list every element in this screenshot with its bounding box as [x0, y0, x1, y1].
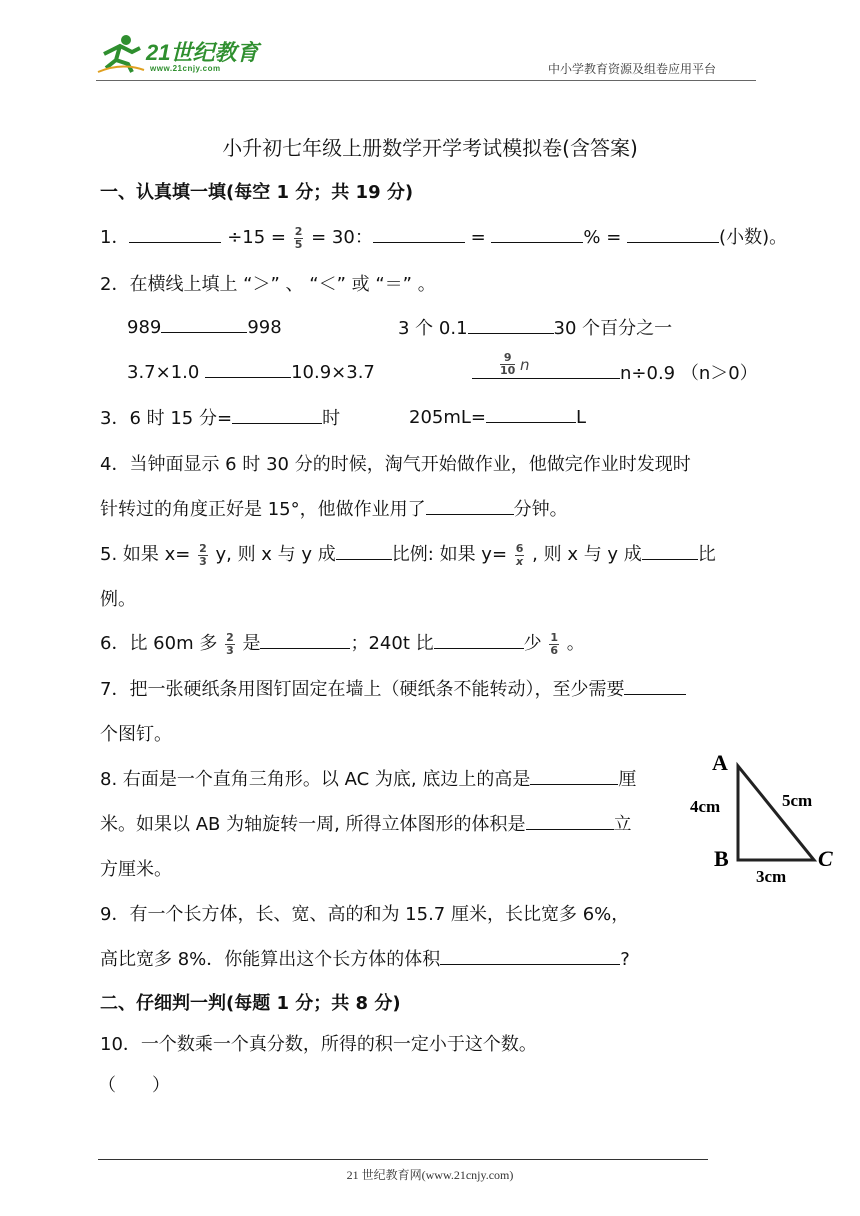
q2-d-right: n÷0.9 （n＞0）: [620, 363, 758, 384]
q1-blank-3[interactable]: [491, 224, 583, 243]
right-triangle-figure: [686, 748, 846, 888]
q6-text-4: 少: [523, 633, 542, 654]
logo-url: www.21cnjy.com: [150, 64, 221, 73]
q2-a-left: 989: [127, 317, 162, 338]
side-bc-label: 3cm: [756, 867, 787, 886]
footer-text: 21 世纪教育网(www.21cnjy.com): [346, 1168, 514, 1182]
vertex-a-label: A: [712, 750, 728, 775]
q2-blank-b[interactable]: [468, 315, 554, 334]
q5-text-1: 5. 如果 x=: [100, 544, 191, 565]
header-divider: [96, 80, 756, 81]
q7-text-1: 7．把一张硬纸条用图钉固定在墙上（硬纸条不能转动），至少需要: [100, 679, 625, 700]
question-9-line1: 9．有一个长方体，长、宽、高的和为 15.7 厘米，长比宽多 6%，: [100, 904, 630, 925]
q1-text-4: % =: [583, 227, 622, 248]
q1-text-2: = 30：: [311, 227, 373, 248]
q2-c-right: 10.9×3.7: [291, 362, 375, 383]
vertex-c-label: C: [818, 846, 833, 871]
q2-row-b: [398, 314, 672, 340]
q8-blank-2[interactable]: [526, 811, 614, 830]
q3-blank-2[interactable]: [486, 404, 576, 423]
q2-a-right: 998: [247, 317, 282, 338]
q4-blank[interactable]: [426, 496, 514, 515]
q2-d-var: n: [520, 356, 530, 374]
question-4-line1: 4．当钟面显示 6 时 30 分的时候，淘气开始做作业，他做完作业时发现时: [100, 454, 691, 475]
q8-text-4: 立: [613, 814, 632, 835]
section-heading-1: 一、认真填一填(每空 1 分；共 19 分): [100, 182, 414, 203]
question-4-line2: [100, 495, 568, 521]
q1-blank-2[interactable]: [373, 224, 465, 243]
logo-text: 21世纪教育: [146, 40, 259, 65]
question-3: [100, 404, 340, 430]
q1-text-3: =: [470, 227, 486, 248]
q3-blank-1[interactable]: [232, 405, 322, 424]
q1-text-1: ÷15 =: [227, 227, 286, 248]
q5-text-3: 比例: 如果 y=: [391, 544, 508, 565]
q6-text-1: 6．比 60m 多: [100, 633, 218, 654]
q2-blank-d[interactable]: [472, 352, 620, 379]
q3-text-1: 3．6 时 15 分=: [100, 408, 233, 429]
triangle-shape: [738, 766, 814, 860]
q10-answer-paren[interactable]: （ ）: [98, 1075, 170, 1096]
q5-text-5: 比: [697, 544, 716, 565]
q2-blank-a[interactable]: [161, 314, 247, 333]
q4-text-1: 针转过的角度正好是 15°，他做作业用了: [100, 499, 426, 520]
q8-blank-1[interactable]: [530, 766, 618, 785]
q1-blank-1[interactable]: [129, 224, 221, 243]
q2-blank-c[interactable]: [205, 359, 291, 378]
question-10: 10．一个数乘一个真分数，所得的积一定小于这个数。: [100, 1034, 537, 1055]
q6-blank-1[interactable]: [260, 630, 350, 649]
question-7-line1: [100, 675, 686, 701]
question-5-line1: [100, 540, 716, 568]
q3-text-4: L: [576, 407, 587, 428]
q8-text-3: 米。如果以 AB 为轴旋转一周, 所得立体图形的体积是: [100, 814, 526, 835]
site-slogan: 中小学教育资源及组卷应用平台: [548, 62, 717, 76]
q2-row-a: [127, 314, 282, 338]
section-heading-2: 二、仔细判一判(每题 1 分；共 8 分): [100, 993, 401, 1014]
q8-text-1: 8. 右面是一个直角三角形。以 AC 为底, 底边上的高是: [100, 769, 531, 790]
vertex-b-label: B: [714, 846, 729, 871]
question-1: [100, 223, 787, 251]
q2-c-left: 3.7×1.0: [127, 362, 200, 383]
q3-text-3: 205mL=: [409, 407, 487, 428]
side-ab-label: 4cm: [690, 797, 721, 816]
q3-text-2: 时: [322, 408, 341, 429]
question-2: 2．在横线上填上 “＞” 、 “＜” 或 “＝” 。: [100, 274, 436, 295]
q1-number: 1．: [100, 227, 130, 248]
q2-d-fraction: $\frac{9}{10}$: [500, 351, 516, 377]
question-6: [100, 629, 585, 657]
q9-text-1: 高比宽多 8%．你能算出这个长方体的体积: [100, 949, 441, 970]
footer-divider: [98, 1159, 708, 1160]
q6-text-5: 。: [566, 633, 585, 654]
question-8-line2: [100, 810, 632, 836]
q6-fraction-2: $\frac{1}{6}$: [550, 630, 558, 657]
q5-text-2: y, 则 x 与 y 成: [215, 544, 336, 565]
q5-fraction-2: $\frac{6}{x}$: [515, 541, 524, 568]
q9-text-2: ?: [620, 949, 630, 970]
question-3b: [409, 404, 586, 428]
side-ac-label: 5cm: [782, 791, 813, 810]
q2-b-left: 3 个 0.1: [398, 318, 468, 339]
q5-blank-2[interactable]: [642, 541, 698, 560]
q5-fraction-1: $\frac{2}{3}$: [199, 541, 207, 568]
q2-b-right: 30 个百分之一: [553, 318, 673, 339]
question-9-line2: [100, 945, 630, 971]
q9-blank[interactable]: [440, 946, 620, 965]
q6-text-2: 是: [242, 633, 261, 654]
q7-blank[interactable]: [624, 676, 686, 695]
q2-row-d: [472, 352, 758, 385]
question-5-line2: 例。: [100, 589, 136, 610]
question-8-line1: [100, 765, 636, 791]
page-title: 小升初七年级上册数学开学考试模拟卷(含答案): [222, 136, 638, 160]
q5-text-4: , 则 x 与 y 成: [532, 544, 642, 565]
q8-text-2: 厘: [618, 769, 637, 790]
q6-fraction-1: $\frac{2}{3}$: [226, 630, 234, 657]
runner-logo-icon: [96, 32, 146, 74]
question-8-line3: 方厘米。: [100, 859, 172, 880]
q6-text-3: ；240t 比: [350, 633, 434, 654]
question-7-line2: 个图钉。: [100, 724, 172, 745]
q1-blank-4[interactable]: [627, 224, 719, 243]
q1-fraction: $\frac{2}{5}$: [294, 224, 303, 251]
q4-text-2: 分钟。: [513, 499, 568, 520]
q1-text-5: (小数)。: [719, 227, 788, 248]
q5-blank-1[interactable]: [336, 541, 392, 560]
q2-row-c: [127, 359, 375, 383]
q6-blank-2[interactable]: [434, 630, 524, 649]
